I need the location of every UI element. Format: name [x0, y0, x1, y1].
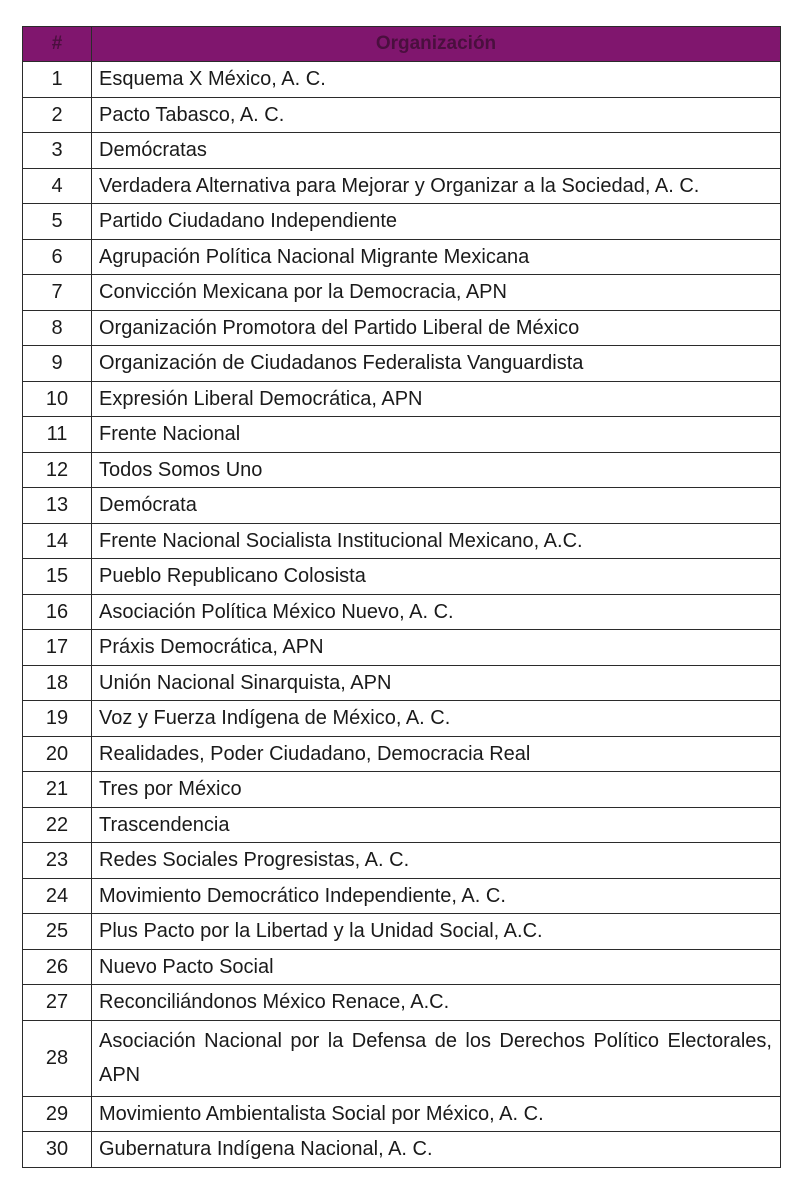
row-number: 7 [23, 275, 92, 311]
table-row [23, 168, 781, 204]
organization-name: Todos Somos Uno [92, 452, 781, 488]
table-row [23, 62, 781, 98]
table-row [23, 310, 781, 346]
organization-name: Expresión Liberal Democrática, APN [92, 381, 781, 417]
organization-name: Nuevo Pacto Social [92, 949, 781, 985]
row-number: 21 [23, 772, 92, 808]
organization-name: Voz y Fuerza Indígena de México, A. C. [92, 701, 781, 737]
row-number: 10 [23, 381, 92, 417]
row-number: 19 [23, 701, 92, 737]
organizations-table [22, 26, 781, 1168]
row-number: 22 [23, 807, 92, 843]
table-row [23, 417, 781, 453]
row-number: 29 [23, 1096, 92, 1132]
organization-name: Trascendencia [92, 807, 781, 843]
row-number: 3 [23, 133, 92, 169]
header-row [23, 27, 781, 62]
row-number: 14 [23, 523, 92, 559]
organization-name: Práxis Democrática, APN [92, 630, 781, 666]
row-number: 27 [23, 985, 92, 1021]
table-row [23, 381, 781, 417]
table-row [23, 559, 781, 595]
row-number: 24 [23, 878, 92, 914]
row-number: 11 [23, 417, 92, 453]
row-number: 5 [23, 204, 92, 240]
organization-name: Gubernatura Indígena Nacional, A. C. [92, 1132, 781, 1168]
table-row [23, 985, 781, 1021]
row-number: 20 [23, 736, 92, 772]
table-row [23, 914, 781, 950]
row-number: 26 [23, 949, 92, 985]
row-number: 17 [23, 630, 92, 666]
row-number: 4 [23, 168, 92, 204]
table-row [23, 772, 781, 808]
row-number: 6 [23, 239, 92, 275]
table-row [23, 665, 781, 701]
table-body [23, 62, 781, 1168]
row-number: 2 [23, 97, 92, 133]
table-header [23, 27, 781, 62]
table-row [23, 1020, 781, 1096]
organization-name: Pacto Tabasco, A. C. [92, 97, 781, 133]
organization-name: Frente Nacional [92, 417, 781, 453]
table-row [23, 452, 781, 488]
table-row [23, 843, 781, 879]
organization-name: Unión Nacional Sinarquista, APN [92, 665, 781, 701]
organization-name: Reconciliándonos México Renace, A.C. [92, 985, 781, 1021]
organization-name: Demócrata [92, 488, 781, 524]
row-number: 18 [23, 665, 92, 701]
organization-name: Verdadera Alternativa para Mejorar y Organizar a la Sociedad, A. C. [92, 168, 781, 204]
table-row [23, 949, 781, 985]
table-row [23, 488, 781, 524]
organization-name: Esquema X México, A. C. [92, 62, 781, 98]
row-number: 25 [23, 914, 92, 950]
table-row [23, 1132, 781, 1168]
table-row [23, 878, 781, 914]
organization-name: Pueblo Republicano Colosista [92, 559, 781, 595]
table-row [23, 736, 781, 772]
organization-name: Asociación Política México Nuevo, A. C. [92, 594, 781, 630]
table-row [23, 1096, 781, 1132]
organization-name: Convicción Mexicana por la Democracia, APN [92, 275, 781, 311]
table-row [23, 594, 781, 630]
row-number: 16 [23, 594, 92, 630]
row-number: 30 [23, 1132, 92, 1168]
row-number: 12 [23, 452, 92, 488]
row-number: 23 [23, 843, 92, 879]
table-row [23, 97, 781, 133]
organization-name: Redes Sociales Progresistas, A. C. [92, 843, 781, 879]
table-row [23, 239, 781, 275]
table-row [23, 346, 781, 382]
table-row [23, 204, 781, 240]
organization-name: Movimiento Ambientalista Social por México, A. C. [92, 1096, 781, 1132]
row-number: 9 [23, 346, 92, 382]
organization-name: Tres por México [92, 772, 781, 808]
organization-name: Asociación Nacional por la Defensa de los Derechos Político Electorales, APN [92, 1020, 781, 1096]
organization-name: Agrupación Política Nacional Migrante Mexicana [92, 239, 781, 275]
organization-name: Frente Nacional Socialista Institucional Mexicano, A.C. [92, 523, 781, 559]
row-number: 13 [23, 488, 92, 524]
header-organization: Organización [92, 27, 781, 62]
organization-name: Demócratas [92, 133, 781, 169]
table-row [23, 133, 781, 169]
table-row [23, 275, 781, 311]
table-row [23, 701, 781, 737]
organization-name: Realidades, Poder Ciudadano, Democracia Real [92, 736, 781, 772]
row-number: 15 [23, 559, 92, 595]
organization-name: Movimiento Democrático Independiente, A. C. [92, 878, 781, 914]
table-row [23, 523, 781, 559]
header-number: # [23, 27, 92, 62]
organization-name: Partido Ciudadano Independiente [92, 204, 781, 240]
table-row [23, 630, 781, 666]
row-number: 8 [23, 310, 92, 346]
organization-name: Organización Promotora del Partido Liberal de México [92, 310, 781, 346]
table-row [23, 807, 781, 843]
row-number: 28 [23, 1020, 92, 1096]
organization-name: Plus Pacto por la Libertad y la Unidad Social, A.C. [92, 914, 781, 950]
row-number: 1 [23, 62, 92, 98]
organization-name: Organización de Ciudadanos Federalista Vanguardista [92, 346, 781, 382]
